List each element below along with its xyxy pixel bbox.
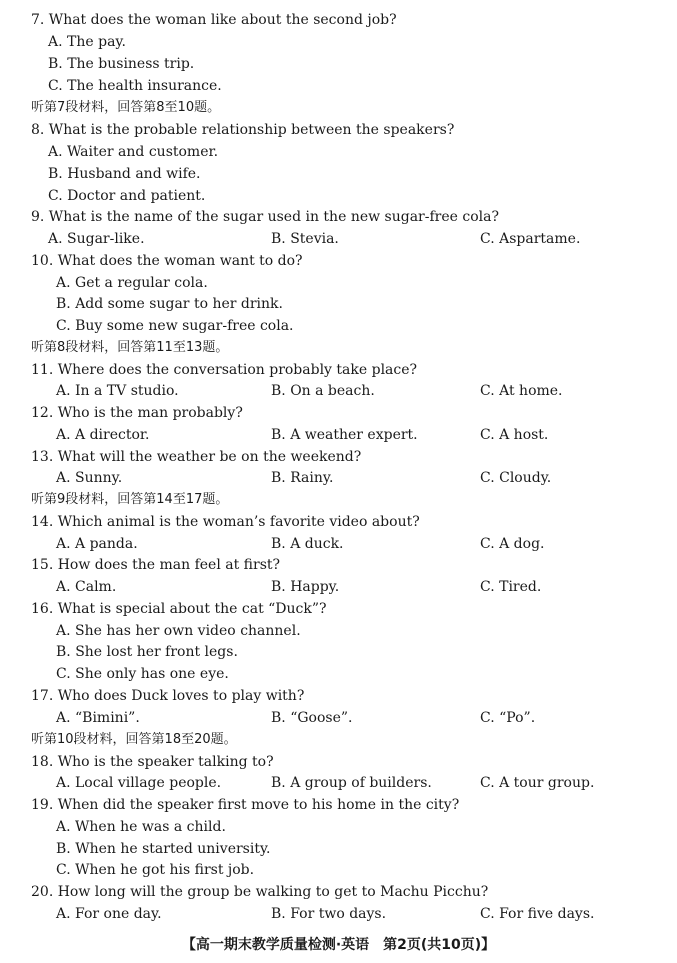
question-text: 20. How long will the group be walking to get to Machu Picchu?: [31, 884, 489, 900]
question-14: [0, 511, 677, 533]
option-row: [0, 228, 677, 250]
question-text: 16. What is special about the cat “Duck”?: [31, 601, 327, 617]
option-a: A. For one day.: [56, 906, 162, 922]
option-row: [0, 293, 677, 315]
question-text: 8. What is the probable relationship between the speakers?: [31, 122, 455, 138]
option-row: [0, 31, 677, 53]
option-row: [0, 163, 677, 185]
option-b: B. The business trip.: [48, 56, 195, 72]
option-row: [0, 533, 677, 555]
option-row: [0, 663, 677, 685]
option-b: B. A weather expert.: [271, 427, 418, 443]
option-c: C. Doctor and patient.: [48, 188, 206, 204]
option-b: B. On a beach.: [271, 383, 375, 399]
option-a: A. A panda.: [56, 536, 138, 552]
option-b: B. When he started university.: [56, 841, 271, 857]
question-text: 19. When did the speaker first move to his home in the city?: [31, 797, 460, 813]
option-c: C. “Po”.: [480, 710, 536, 726]
option-c: C. For five days.: [480, 906, 595, 922]
option-c: C. Cloudy.: [480, 470, 552, 486]
option-b: B. A duck.: [271, 536, 344, 552]
option-c: C. The health insurance.: [48, 78, 222, 94]
question-8: [0, 119, 677, 141]
question-7: [0, 9, 677, 31]
section-instruction: [0, 97, 677, 119]
option-a: A. When he was a child.: [56, 819, 226, 835]
option-a: A. Waiter and customer.: [48, 144, 219, 160]
option-a: A. Sugar-like.: [48, 231, 145, 247]
question-text: 12. Who is the man probably?: [31, 405, 243, 421]
option-a: A. The pay.: [48, 34, 126, 50]
section-8-instruction: 听第8段材料，回答第11至13题。: [31, 340, 229, 355]
question-text: 13. What will the weather be on the weekend?: [31, 449, 362, 465]
question-17: [0, 685, 677, 707]
question-13: [0, 446, 677, 468]
option-c: C. A tour group.: [480, 775, 595, 791]
question-19: [0, 794, 677, 816]
section-10-instruction: 听第10段材料，回答第18至20题。: [31, 732, 237, 747]
option-row: [0, 838, 677, 860]
option-row: [0, 641, 677, 663]
option-a: A. Local village people.: [56, 775, 222, 791]
option-row: [0, 772, 677, 794]
option-row: [0, 380, 677, 402]
option-b: B. Happy.: [271, 579, 340, 595]
question-text: 18. Who is the speaker talking to?: [31, 754, 274, 770]
option-a: A. She has her own video channel.: [56, 623, 301, 639]
option-c: C. Aspartame.: [480, 231, 581, 247]
question-text: 15. How does the man feel at first?: [31, 557, 281, 573]
option-c: C. When he got his first job.: [56, 862, 255, 878]
option-row: [0, 272, 677, 294]
option-b: B. “Goose”.: [271, 710, 353, 726]
option-c: C. A dog.: [480, 536, 545, 552]
option-b: B. Stevia.: [271, 231, 339, 247]
question-10: [0, 250, 677, 272]
section-instruction: [0, 489, 677, 511]
section-9-instruction: 听第9段材料，回答第14至17题。: [31, 492, 229, 507]
question-16: [0, 598, 677, 620]
option-row: [0, 859, 677, 881]
question-9: [0, 206, 677, 228]
option-row: [0, 903, 677, 925]
option-a: A. “Bimini”.: [56, 710, 140, 726]
question-text: 11. Where does the conversation probably take place?: [31, 362, 418, 378]
option-b: B. Rainy.: [271, 470, 334, 486]
option-row: [0, 467, 677, 489]
section-7-instruction: 听第7段材料，回答第8至10题。: [31, 100, 221, 115]
option-row: [0, 620, 677, 642]
section-instruction: [0, 729, 677, 751]
option-a: A. In a TV studio.: [56, 383, 179, 399]
page-footer: 【高一期末教学质量检测·英语 第2页(共10页)】: [181, 937, 496, 953]
question-15: [0, 554, 677, 576]
option-row: [0, 576, 677, 598]
option-row: [0, 75, 677, 97]
section-instruction: [0, 337, 677, 359]
option-row: [0, 141, 677, 163]
question-text: 14. Which animal is the woman’s favorite video about?: [31, 514, 420, 530]
question-text: 7. What does the woman like about the second job?: [31, 12, 397, 28]
option-b: B. For two days.: [271, 906, 387, 922]
question-18: [0, 751, 677, 773]
option-a: A. Calm.: [56, 579, 117, 595]
option-b: B. A group of builders.: [271, 775, 432, 791]
option-row: [0, 53, 677, 75]
option-c: C. She only has one eye.: [56, 666, 229, 682]
question-text: 9. What is the name of the sugar used in the new sugar-free cola?: [31, 209, 499, 225]
option-c: C. A host.: [480, 427, 549, 443]
option-row: [0, 816, 677, 838]
option-b: B. Husband and wife.: [48, 166, 201, 182]
option-c: C. Tired.: [480, 579, 542, 595]
option-row: [0, 185, 677, 207]
question-20: [0, 881, 677, 903]
option-b: B. She lost her front legs.: [56, 644, 238, 660]
question-text: 10. What does the woman want to do?: [31, 253, 303, 269]
option-row: [0, 707, 677, 729]
question-text: 17. Who does Duck loves to play with?: [31, 688, 305, 704]
option-a: A. Sunny.: [56, 470, 123, 486]
option-b: B. Add some sugar to her drink.: [56, 296, 283, 312]
option-row: [0, 424, 677, 446]
question-11: [0, 359, 677, 381]
option-a: A. Get a regular cola.: [56, 275, 208, 291]
option-a: A. A director.: [56, 427, 150, 443]
option-row: [0, 315, 677, 337]
option-c: C. Buy some new sugar-free cola.: [56, 318, 294, 334]
question-12: [0, 402, 677, 424]
option-c: C. At home.: [480, 383, 563, 399]
